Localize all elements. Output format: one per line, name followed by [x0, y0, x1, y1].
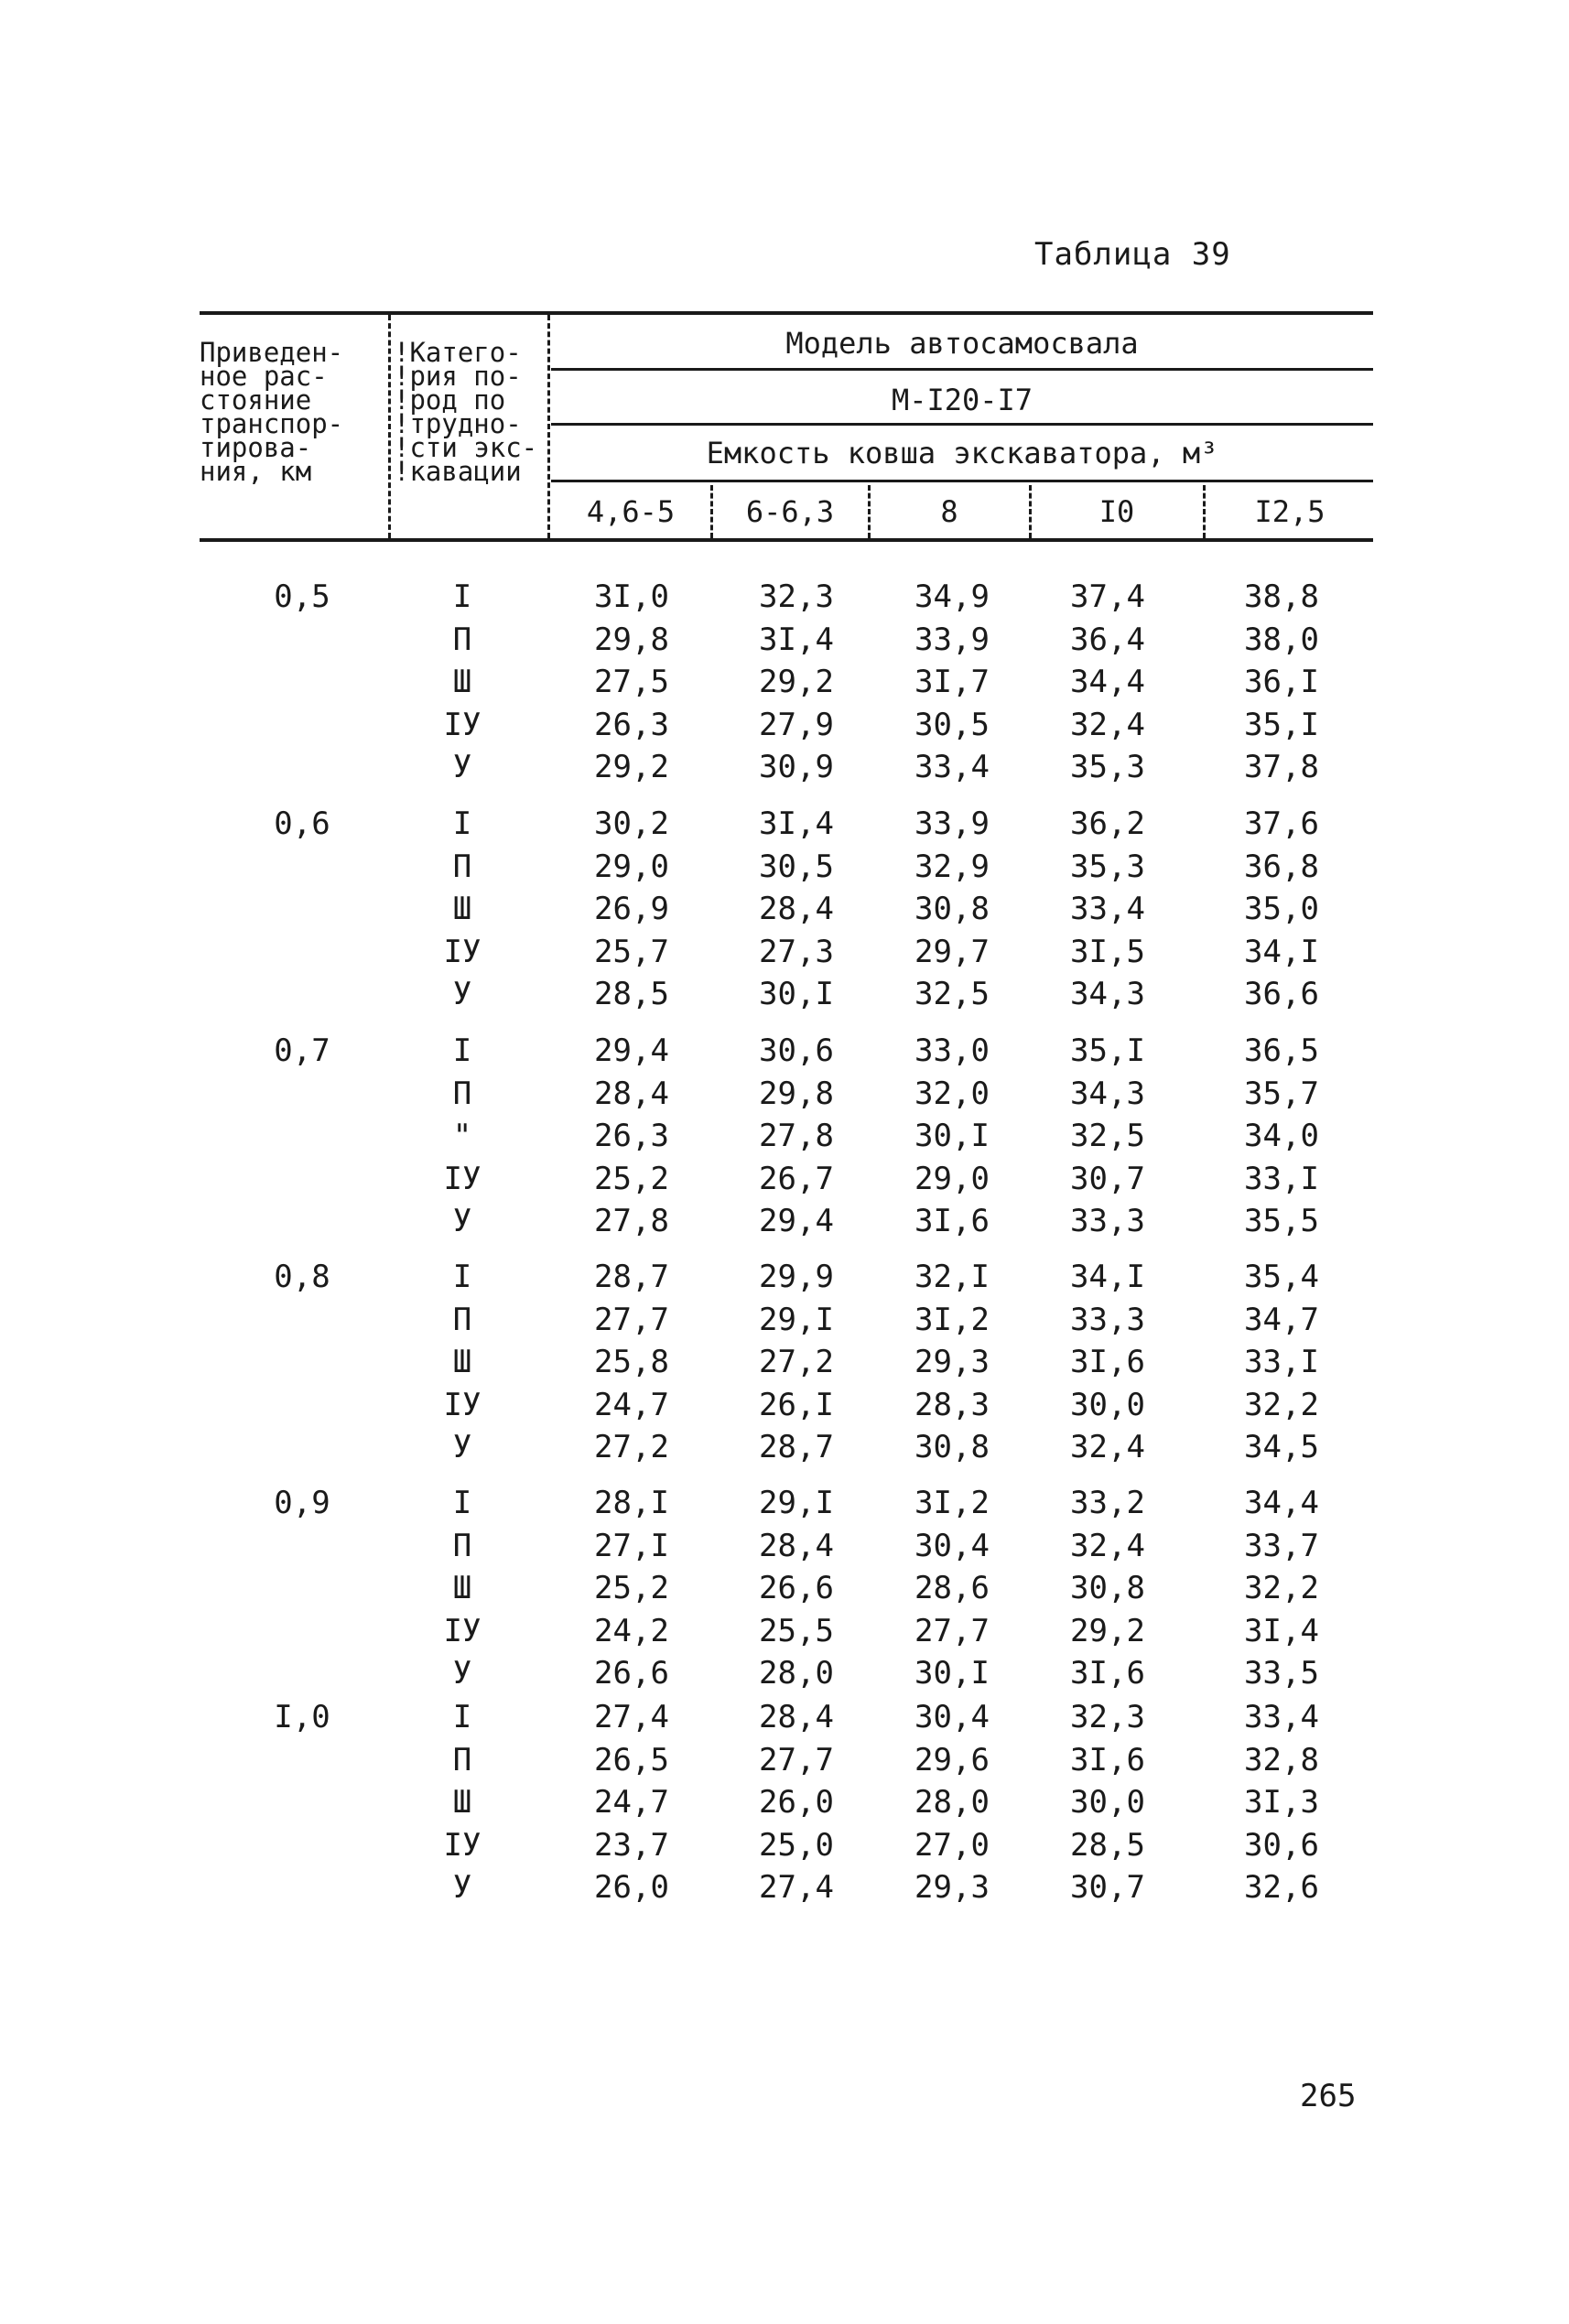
productivity-value: 27,0	[914, 1826, 990, 1864]
productivity-value: 30,2	[594, 805, 669, 842]
stub-separator	[388, 315, 391, 538]
table-row	[0, 1429, 1569, 1471]
productivity-value: 35,I	[1070, 1032, 1145, 1069]
header-line: !кавации	[394, 456, 522, 487]
productivity-value: 32,4	[1070, 1527, 1145, 1564]
rock-category: П	[452, 621, 472, 658]
productivity-value: 28,0	[914, 1784, 990, 1821]
productivity-value: 32,0	[914, 1075, 990, 1112]
header-line: транспор-	[200, 408, 344, 439]
productivity-value: 3I,2	[914, 1485, 990, 1521]
rock-category: I	[452, 1032, 472, 1069]
bucket-column-header: 6-6,3	[745, 494, 835, 529]
page-number: 265	[1300, 2078, 1357, 2114]
productivity-value: 27,8	[759, 1118, 834, 1154]
productivity-value: 34,3	[1070, 1075, 1145, 1112]
table-title: Таблица 39	[1034, 236, 1231, 273]
category-column-header	[394, 337, 549, 487]
productivity-value: 28,0	[759, 1655, 834, 1692]
bucket-capacity-title: Емкость ковша экскаватора, м³	[706, 436, 1218, 470]
rock-category: Ш	[452, 1570, 472, 1606]
rock-category: IУ	[443, 706, 482, 743]
productivity-value: 26,7	[759, 1160, 834, 1197]
productivity-value: 28,4	[759, 891, 834, 927]
productivity-value: 37,8	[1244, 749, 1319, 785]
rock-category: У	[452, 1869, 472, 1906]
productivity-value: 25,0	[759, 1826, 834, 1864]
productivity-value: 29,3	[914, 1869, 990, 1906]
model-name: М-I20-I7	[891, 383, 1033, 417]
distance-value: 0,5	[274, 578, 330, 615]
productivity-value: 33,I	[1244, 1344, 1319, 1380]
productivity-value: 30,7	[1070, 1869, 1145, 1906]
productivity-value: 3I,6	[914, 1203, 990, 1239]
rock-category: I	[452, 578, 472, 615]
productivity-value: 3I,3	[1244, 1784, 1319, 1821]
table-row	[0, 1076, 1569, 1118]
productivity-value: 32,6	[1244, 1869, 1319, 1906]
productivity-value: 30,6	[1244, 1826, 1319, 1864]
productivity-value: 24,7	[594, 1784, 669, 1821]
productivity-value: 3I,4	[1244, 1612, 1319, 1649]
productivity-value: 34,5	[1244, 1429, 1319, 1465]
rock-category: Ш	[452, 1784, 472, 1821]
rock-category: У	[452, 1429, 472, 1465]
productivity-value: 34,I	[1070, 1259, 1145, 1295]
productivity-value: 33,4	[914, 749, 990, 785]
productivity-value: 28,5	[594, 976, 669, 1012]
table-row	[0, 578, 1569, 621]
rock-category: У	[452, 749, 472, 785]
productivity-value: 3I,6	[1070, 1741, 1145, 1778]
productivity-value: 28,7	[759, 1429, 834, 1465]
productivity-value: 37,6	[1244, 805, 1319, 842]
productivity-value: 32,8	[1244, 1741, 1319, 1778]
productivity-value: 30,4	[914, 1527, 990, 1564]
productivity-value: 34,3	[1070, 976, 1145, 1012]
productivity-value: 28,7	[594, 1259, 669, 1295]
table-row	[0, 805, 1569, 848]
productivity-value: 29,7	[914, 933, 990, 970]
productivity-value: 26,9	[594, 891, 669, 927]
productivity-value: 29,4	[759, 1203, 834, 1239]
productivity-value: 30,5	[914, 706, 990, 743]
productivity-value: 32,9	[914, 848, 990, 885]
productivity-value: 32,3	[759, 578, 834, 615]
header-line: тирова-	[200, 432, 312, 463]
header-line: стояние	[200, 384, 312, 416]
productivity-value: 36,6	[1244, 976, 1319, 1012]
productivity-value: 32,2	[1244, 1386, 1319, 1423]
productivity-value: 34,0	[1244, 1118, 1319, 1154]
table-row	[0, 1827, 1569, 1869]
productivity-value: 26,6	[759, 1570, 834, 1606]
rock-category: I	[452, 805, 472, 842]
model-title: Модель автосамосвала	[785, 326, 1139, 361]
productivity-value: 35,3	[1070, 848, 1145, 885]
productivity-value: 33,9	[914, 805, 990, 842]
table-row	[0, 1161, 1569, 1203]
productivity-value: 24,2	[594, 1612, 669, 1649]
productivity-value: 29,2	[759, 664, 834, 700]
productivity-value: 3I,7	[914, 664, 990, 700]
productivity-value: 26,5	[594, 1741, 669, 1778]
productivity-value: 30,4	[914, 1699, 990, 1735]
distance-value: 0,8	[274, 1259, 330, 1295]
productivity-value: 34,4	[1070, 664, 1145, 700]
bucket-column-header: 4,6-5	[586, 494, 676, 529]
table-row	[0, 1570, 1569, 1612]
table-row	[0, 707, 1569, 749]
productivity-value: 27,7	[594, 1301, 669, 1338]
productivity-value: 32,4	[1070, 706, 1145, 743]
productivity-value: 35,7	[1244, 1075, 1319, 1112]
rock-category: IУ	[443, 1386, 482, 1423]
productivity-value: 32,3	[1070, 1699, 1145, 1735]
table-row	[0, 1259, 1569, 1301]
productivity-value: 30,9	[759, 749, 834, 785]
productivity-value: 28,4	[759, 1527, 834, 1564]
productivity-value: 30,5	[759, 848, 834, 885]
productivity-value: 34,I	[1244, 933, 1319, 970]
distance-value: 0,7	[274, 1032, 330, 1069]
distance-value: I,0	[274, 1699, 330, 1735]
productivity-value: 38,8	[1244, 578, 1319, 615]
productivity-value: 29,2	[1070, 1612, 1145, 1649]
rock-category: Ш	[452, 664, 472, 700]
header-line: !трудно-	[394, 408, 522, 439]
productivity-value: 23,7	[594, 1826, 669, 1864]
header-line: !сти экс-	[394, 432, 538, 463]
header-line: !рия по-	[394, 361, 522, 392]
productivity-value: 27,7	[759, 1741, 834, 1778]
productivity-value: 25,2	[594, 1570, 669, 1606]
table-row	[0, 891, 1569, 933]
productivity-value: 35,4	[1244, 1259, 1319, 1295]
bucket-title-rule	[551, 480, 1373, 482]
productivity-value: 28,6	[914, 1570, 990, 1606]
productivity-value: 26,6	[594, 1655, 669, 1692]
rock-category: Ш	[452, 891, 472, 927]
productivity-value: 27,8	[594, 1203, 669, 1239]
productivity-value: 29,I	[759, 1301, 834, 1338]
rock-category: IУ	[443, 933, 482, 970]
productivity-value: 30,8	[914, 1429, 990, 1465]
header-line: ное рас-	[200, 361, 328, 392]
table-row	[0, 1528, 1569, 1570]
productivity-value: 32,5	[1070, 1118, 1145, 1154]
productivity-value: 29,6	[914, 1741, 990, 1778]
productivity-value: 33,2	[1070, 1485, 1145, 1521]
productivity-value: 24,7	[594, 1386, 669, 1423]
productivity-value: 30,8	[914, 891, 990, 927]
rock-category: П	[452, 1741, 472, 1778]
model-title-rule	[551, 368, 1373, 371]
productivity-value: 3I,6	[1070, 1344, 1145, 1380]
productivity-value: 25,8	[594, 1344, 669, 1380]
productivity-value: 33,5	[1244, 1655, 1319, 1692]
productivity-value: 27,7	[914, 1612, 990, 1649]
productivity-value: 33,4	[1070, 891, 1145, 927]
table-row	[0, 1784, 1569, 1826]
productivity-value: 30,I	[759, 976, 834, 1012]
productivity-value: 33,9	[914, 621, 990, 658]
productivity-value: 36,8	[1244, 848, 1319, 885]
header-line: ния, км	[200, 456, 312, 487]
productivity-value: 29,4	[594, 1032, 669, 1069]
header-line: !Катего-	[394, 337, 522, 368]
table-row	[0, 1613, 1569, 1655]
productivity-value: 26,I	[759, 1386, 834, 1423]
productivity-value: 29,8	[594, 621, 669, 658]
productivity-value: 30,6	[759, 1032, 834, 1069]
productivity-value: 27,5	[594, 664, 669, 700]
productivity-value: 30,8	[1070, 1570, 1145, 1606]
table-row	[0, 1118, 1569, 1160]
productivity-value: 27,2	[594, 1429, 669, 1465]
productivity-value: 29,9	[759, 1259, 834, 1295]
table-top-rule	[200, 311, 1373, 315]
productivity-value: 3I,6	[1070, 1655, 1145, 1692]
productivity-value: 26,0	[594, 1869, 669, 1906]
productivity-value: 3I,0	[594, 578, 669, 615]
productivity-value: 27,3	[759, 933, 834, 970]
productivity-value: 35,3	[1070, 749, 1145, 785]
bucket-col-separator-1	[710, 485, 713, 538]
productivity-value: 33,I	[1244, 1160, 1319, 1197]
productivity-value: 28,5	[1070, 1826, 1145, 1864]
bucket-col-separator-3	[1029, 485, 1032, 538]
table-row	[0, 934, 1569, 976]
header-line: Приведен-	[200, 337, 344, 368]
productivity-value: 25,2	[594, 1160, 669, 1197]
productivity-value: 38,0	[1244, 621, 1319, 658]
productivity-value: 3I,4	[759, 621, 834, 658]
productivity-value: 29,0	[914, 1160, 990, 1197]
productivity-value: 25,7	[594, 933, 669, 970]
productivity-value: 27,I	[594, 1527, 669, 1564]
rock-category: П	[452, 1301, 472, 1338]
table-row	[0, 749, 1569, 791]
distance-value: 0,6	[274, 805, 330, 842]
header-bottom-rule	[200, 538, 1373, 542]
table-row	[0, 1742, 1569, 1784]
productivity-value: 36,2	[1070, 805, 1145, 842]
table-row	[0, 664, 1569, 706]
table-row	[0, 1485, 1569, 1527]
rock-category: П	[452, 1527, 472, 1564]
productivity-value: 29,8	[759, 1075, 834, 1112]
productivity-value: 34,4	[1244, 1485, 1319, 1521]
productivity-value: 26,3	[594, 706, 669, 743]
rock-category: П	[452, 848, 472, 885]
productivity-value: 28,3	[914, 1386, 990, 1423]
productivity-value: 3I,5	[1070, 933, 1145, 970]
productivity-value: 35,5	[1244, 1203, 1319, 1239]
productivity-value: 33,3	[1070, 1203, 1145, 1239]
table-row	[0, 1699, 1569, 1741]
table-row	[0, 976, 1569, 1018]
table-row	[0, 622, 1569, 664]
productivity-value: 25,5	[759, 1612, 834, 1649]
productivity-value: 29,3	[914, 1344, 990, 1380]
rock-category: У	[452, 1203, 472, 1239]
productivity-value: 30,7	[1070, 1160, 1145, 1197]
table-row	[0, 1203, 1569, 1245]
productivity-value: 34,7	[1244, 1301, 1319, 1338]
productivity-value: 30,I	[914, 1118, 990, 1154]
bucket-col-separator-2	[868, 485, 871, 538]
bucket-col-separator-4	[1203, 485, 1206, 538]
rock-category: I	[452, 1259, 472, 1295]
distance-column-header	[200, 337, 383, 487]
distance-value: 0,9	[274, 1485, 330, 1521]
rock-category: IУ	[443, 1160, 482, 1197]
table-row	[0, 1655, 1569, 1697]
table-row	[0, 1387, 1569, 1429]
bucket-column-header: I0	[1098, 494, 1135, 529]
productivity-value: 27,4	[759, 1869, 834, 1906]
productivity-value: 27,4	[594, 1699, 669, 1735]
productivity-value: 35,0	[1244, 891, 1319, 927]
productivity-value: 33,7	[1244, 1527, 1319, 1564]
productivity-value: 30,0	[1070, 1784, 1145, 1821]
productivity-value: 30,0	[1070, 1386, 1145, 1423]
productivity-value: 32,5	[914, 976, 990, 1012]
table-row	[0, 849, 1569, 891]
table-row	[0, 1869, 1569, 1911]
productivity-value: 3I,2	[914, 1301, 990, 1338]
rock-category: "	[452, 1118, 472, 1154]
productivity-value: 35,I	[1244, 706, 1319, 743]
productivity-value: 33,4	[1244, 1699, 1319, 1735]
rock-category: У	[452, 1655, 472, 1692]
productivity-value: 33,3	[1070, 1301, 1145, 1338]
productivity-value: 29,I	[759, 1485, 834, 1521]
productivity-value: 32,2	[1244, 1570, 1319, 1606]
productivity-value: 28,4	[594, 1075, 669, 1112]
model-name-rule	[551, 423, 1373, 426]
productivity-value: 36,5	[1244, 1032, 1319, 1069]
header-line: !род по	[394, 384, 506, 416]
productivity-value: 27,2	[759, 1344, 834, 1380]
productivity-value: 37,4	[1070, 578, 1145, 615]
productivity-value: 29,2	[594, 749, 669, 785]
productivity-value: 32,4	[1070, 1429, 1145, 1465]
rock-category: I	[452, 1485, 472, 1521]
productivity-value: 28,4	[759, 1699, 834, 1735]
rock-category: IУ	[443, 1612, 482, 1649]
rock-category: П	[452, 1075, 472, 1112]
productivity-value: 26,3	[594, 1118, 669, 1154]
table-row	[0, 1302, 1569, 1344]
productivity-value: 34,9	[914, 578, 990, 615]
bucket-column-header: 8	[940, 494, 958, 529]
rock-category: Ш	[452, 1344, 472, 1380]
productivity-value: 32,I	[914, 1259, 990, 1295]
productivity-value: 29,0	[594, 848, 669, 885]
productivity-value: 36,4	[1070, 621, 1145, 658]
table-row	[0, 1344, 1569, 1386]
productivity-value: 36,I	[1244, 664, 1319, 700]
rock-category: У	[452, 976, 472, 1012]
productivity-value: 26,0	[759, 1784, 834, 1821]
productivity-value: 33,0	[914, 1032, 990, 1069]
rock-category: I	[452, 1699, 472, 1735]
productivity-value: 28,I	[594, 1485, 669, 1521]
productivity-value: 27,9	[759, 706, 834, 743]
table-row	[0, 1032, 1569, 1075]
bucket-column-header: I2,5	[1254, 494, 1326, 529]
productivity-value: 3I,4	[759, 805, 834, 842]
rock-category: IУ	[443, 1826, 482, 1864]
productivity-value: 30,I	[914, 1655, 990, 1692]
